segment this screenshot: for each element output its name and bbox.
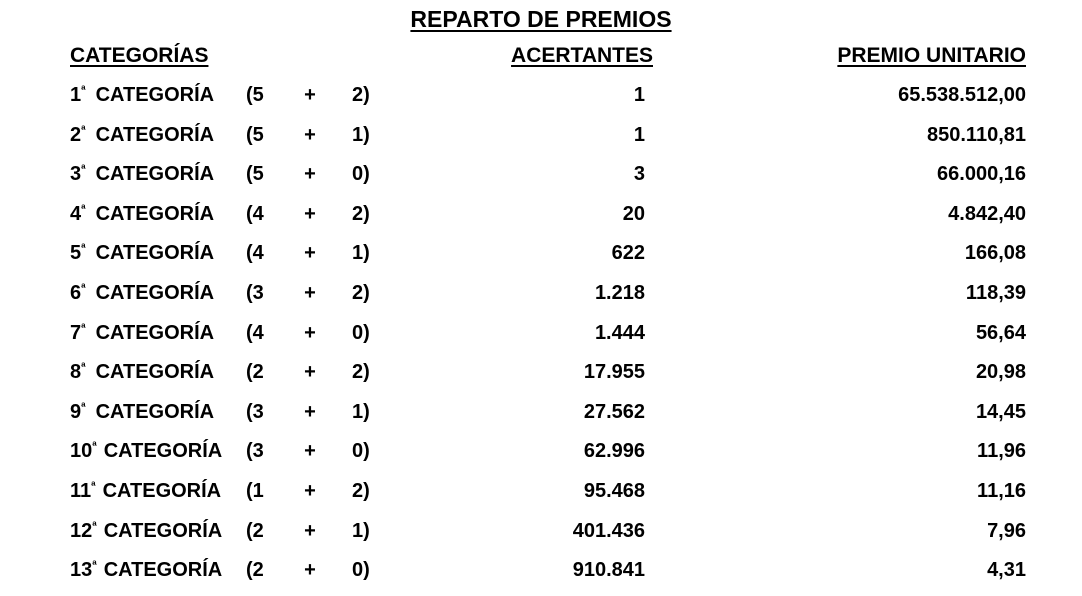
premio-value: 11,96: [977, 440, 1026, 463]
stars-hit: 0): [352, 321, 370, 344]
table-row: [0, 234, 1082, 274]
acertantes-value: 1.218: [594, 281, 645, 304]
category-label: [70, 116, 214, 158]
plus-sign: +: [304, 440, 316, 463]
category-number: 1: [70, 84, 82, 106]
category-number: 4: [70, 202, 82, 225]
acertantes-value: 95.468: [583, 479, 645, 502]
table-row: [0, 155, 1082, 195]
plus-sign: +: [304, 519, 316, 542]
stars-hit: 2): [352, 84, 370, 106]
plus-sign: +: [304, 321, 316, 344]
category-label: [70, 432, 222, 474]
table-row: [0, 274, 1082, 314]
premio-value: 850.110,81: [927, 123, 1026, 146]
premio-value: 4.842,40: [948, 202, 1026, 225]
category-word: CATEGORÍA: [95, 242, 215, 265]
category-word: CATEGORÍA: [95, 281, 215, 304]
stars-hit: 0): [352, 440, 370, 463]
stars-hit: 1): [352, 123, 370, 146]
category-number: 5: [70, 242, 82, 265]
category-number: 2: [70, 123, 82, 146]
ordinal-suffix: ª: [92, 518, 97, 533]
acertantes-value: 20: [622, 202, 645, 225]
category-number: 7: [70, 321, 82, 344]
category-label: [70, 512, 222, 554]
ordinal-suffix: ª: [92, 558, 97, 573]
category-label: [70, 155, 214, 197]
ordinal-suffix: ª: [81, 360, 86, 375]
stars-hit: 1): [352, 242, 370, 265]
stars-hit: 2): [352, 479, 370, 502]
category-number: 10: [70, 440, 93, 463]
category-label: [70, 472, 221, 514]
prize-table: [0, 76, 1082, 591]
table-row: [0, 76, 1082, 116]
table-row: [0, 472, 1082, 512]
acertantes-value: 1.444: [594, 321, 645, 344]
main-numbers-hit: (2: [246, 559, 264, 582]
ordinal-suffix: ª: [81, 320, 86, 335]
stars-hit: 2): [352, 361, 370, 384]
plus-sign: +: [304, 400, 316, 423]
main-numbers-hit: (4: [246, 242, 264, 265]
ordinal-suffix: ª: [81, 162, 86, 177]
ordinal-suffix: ª: [92, 439, 97, 454]
category-word: CATEGORÍA: [102, 479, 222, 502]
header-categorias: CATEGORÍAS: [70, 44, 209, 67]
plus-sign: +: [304, 123, 316, 146]
plus-sign: +: [304, 479, 316, 502]
acertantes-value: 1: [633, 84, 645, 106]
plus-sign: +: [304, 163, 316, 186]
category-label: [70, 234, 214, 276]
category-number: 9: [70, 400, 82, 423]
premio-value: 20,98: [975, 361, 1026, 384]
category-word: CATEGORÍA: [95, 84, 215, 106]
plus-sign: +: [304, 242, 316, 265]
premio-value: 66.000,16: [937, 163, 1026, 186]
premio-value: 56,64: [975, 321, 1026, 344]
stars-hit: 2): [352, 202, 370, 225]
table-row: [0, 432, 1082, 472]
plus-sign: +: [304, 281, 316, 304]
category-label: [70, 314, 214, 356]
premio-value: 4,31: [987, 559, 1026, 582]
category-label: [70, 195, 214, 237]
category-word: CATEGORÍA: [95, 361, 215, 384]
table-row: [0, 512, 1082, 552]
category-label: [70, 274, 214, 316]
table-row: [0, 116, 1082, 156]
premio-value: 166,08: [964, 242, 1026, 265]
category-number: 11: [70, 479, 92, 502]
header-premio-unitario: PREMIO UNITARIO: [837, 44, 1026, 67]
acertantes-value: 401.436: [572, 519, 645, 542]
ordinal-suffix: ª: [81, 83, 86, 97]
main-numbers-hit: (5: [246, 123, 264, 146]
plus-sign: +: [304, 559, 316, 582]
category-number: 8: [70, 361, 82, 384]
stars-hit: 1): [352, 519, 370, 542]
table-row: [0, 314, 1082, 354]
ordinal-suffix: ª: [91, 478, 96, 493]
main-numbers-hit: (2: [246, 519, 264, 542]
category-word: CATEGORÍA: [95, 163, 215, 186]
stars-hit: 0): [352, 163, 370, 186]
category-word: CATEGORÍA: [103, 440, 223, 463]
plus-sign: +: [304, 361, 316, 384]
main-numbers-hit: (1: [246, 479, 264, 502]
category-label: [70, 76, 214, 118]
plus-sign: +: [304, 202, 316, 225]
category-word: CATEGORÍA: [95, 202, 215, 225]
header-acertantes: ACERTANTES: [511, 44, 653, 67]
stars-hit: 1): [352, 400, 370, 423]
acertantes-value: 622: [611, 242, 645, 265]
page-title: REPARTO DE PREMIOS: [410, 6, 672, 32]
category-word: CATEGORÍA: [95, 123, 215, 146]
main-numbers-hit: (5: [246, 84, 264, 106]
category-number: 12: [70, 519, 93, 542]
acertantes-value: 910.841: [572, 559, 645, 582]
table-row: [0, 195, 1082, 235]
premio-value: 11,16: [977, 479, 1026, 502]
category-label: [70, 551, 222, 593]
category-number: 6: [70, 281, 82, 304]
stars-hit: 0): [352, 559, 370, 582]
ordinal-suffix: ª: [81, 399, 86, 414]
main-numbers-hit: (4: [246, 321, 264, 344]
premio-value: 118,39: [965, 281, 1026, 304]
category-word: CATEGORÍA: [103, 559, 223, 582]
ordinal-suffix: ª: [81, 280, 86, 295]
category-word: CATEGORÍA: [95, 321, 215, 344]
category-label: [70, 353, 214, 395]
category-word: CATEGORÍA: [95, 400, 215, 423]
acertantes-value: 3: [633, 163, 645, 186]
premio-value: 14,45: [975, 400, 1026, 423]
premio-value: 7,96: [987, 519, 1026, 542]
table-row: [0, 393, 1082, 433]
category-number: 13: [70, 559, 93, 582]
main-numbers-hit: (3: [246, 440, 264, 463]
premio-value: 65.538.512,00: [898, 84, 1026, 106]
acertantes-value: 1: [633, 123, 645, 146]
table-row: [0, 551, 1082, 591]
plus-sign: +: [304, 84, 316, 106]
stars-hit: 2): [352, 281, 370, 304]
acertantes-value: 27.562: [583, 400, 645, 423]
ordinal-suffix: ª: [81, 122, 86, 137]
ordinal-suffix: ª: [81, 241, 86, 256]
category-word: CATEGORÍA: [103, 519, 223, 542]
ordinal-suffix: ª: [81, 201, 86, 216]
main-numbers-hit: (3: [246, 281, 264, 304]
main-numbers-hit: (2: [246, 361, 264, 384]
main-numbers-hit: (5: [246, 163, 264, 186]
table-row: [0, 353, 1082, 393]
category-number: 3: [70, 163, 82, 186]
acertantes-value: 62.996: [583, 440, 645, 463]
acertantes-value: 17.955: [583, 361, 645, 384]
main-numbers-hit: (3: [246, 400, 264, 423]
main-numbers-hit: (4: [246, 202, 264, 225]
category-label: [70, 393, 214, 435]
